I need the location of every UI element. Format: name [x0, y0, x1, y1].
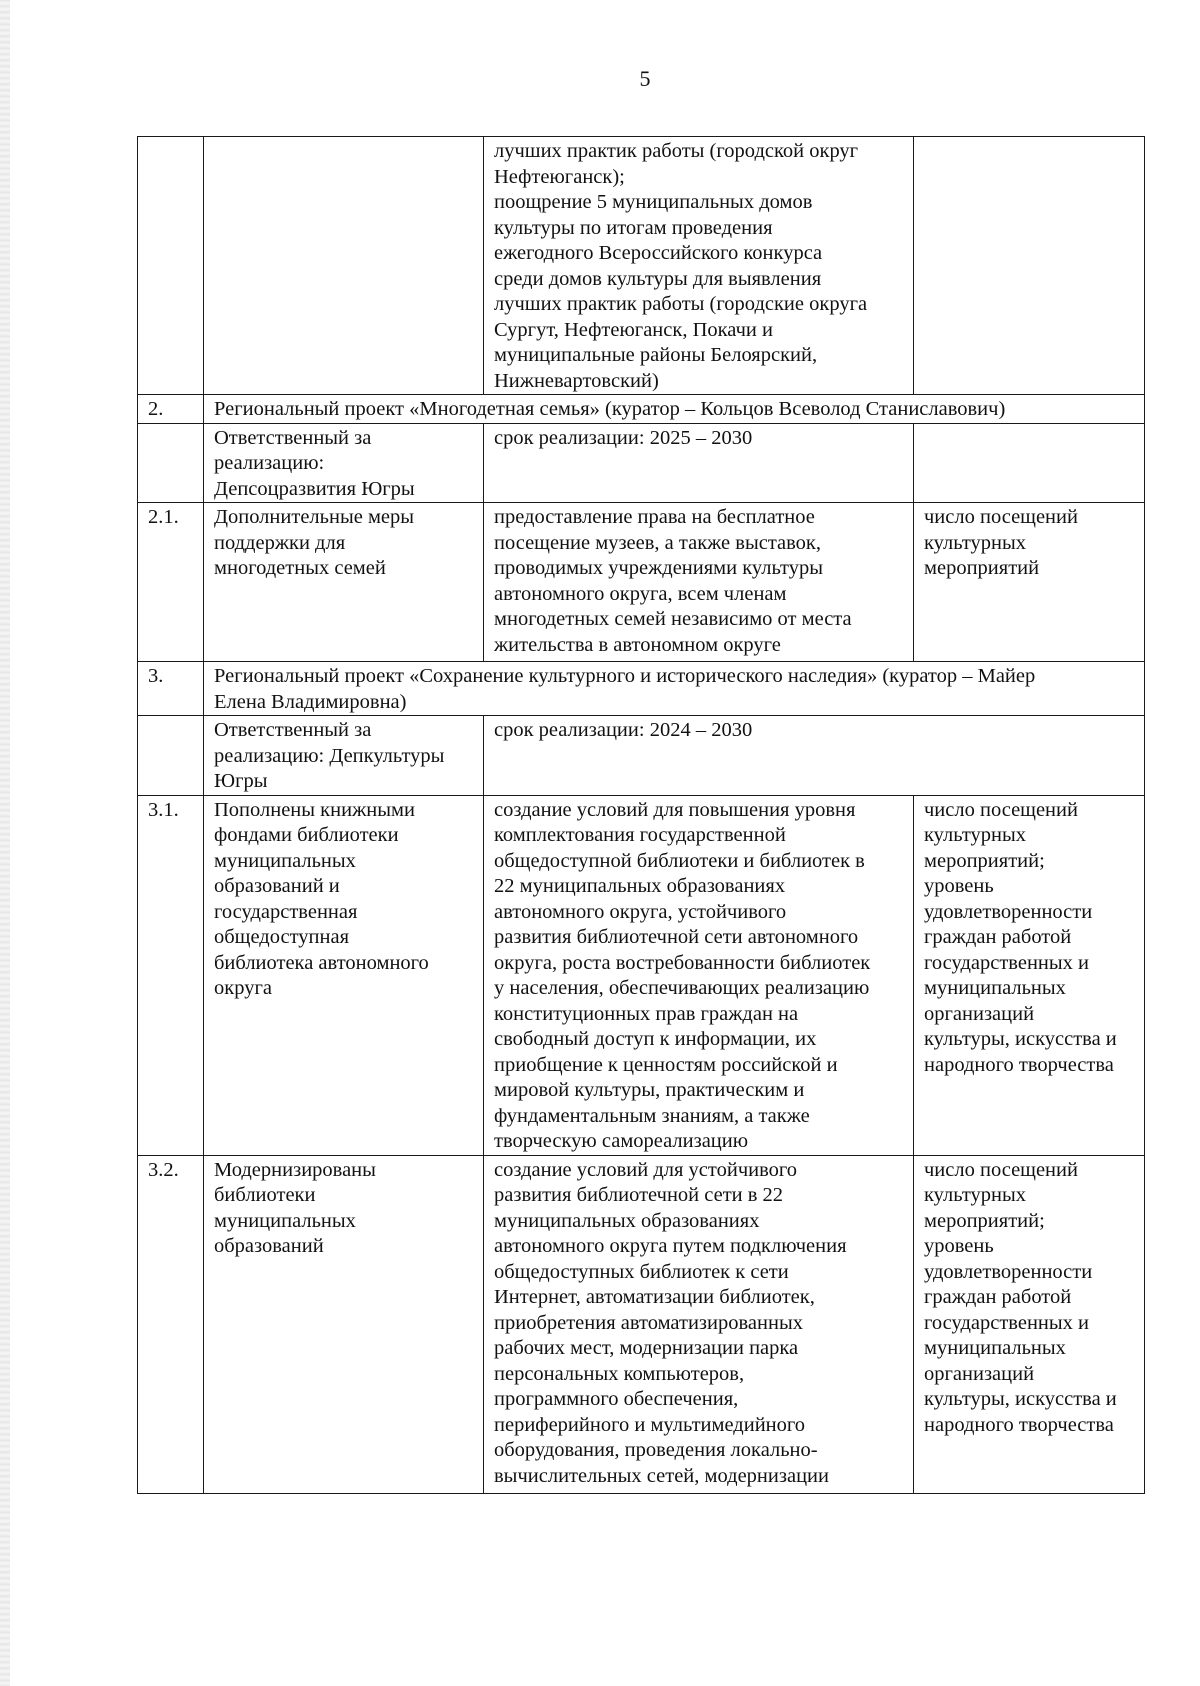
section-title-cell: Региональный проект «Многодетная семья» (куратор – Кольцов Всеволод Станиславович) — [204, 395, 1145, 424]
implementation-period-cell: срок реализации: 2024 – 2030 — [484, 716, 1145, 796]
task-description-cell: создание условий для устойчивого развития библиотечной сети в 22 муниципальных образованиях автономного округа путем подключения общедоступных библиотек к сети Интернет, автоматизации библиотек, приобретения автоматизированных рабочих мест, модернизации парка персональных компьютеров, программного обеспечения, периферийного и мультимедийного оборудования, проведения локально- вычислительных сетей, модернизации — [484, 1155, 914, 1493]
section-title-cell: Региональный проект «Сохранение культурного и исторического наследия» (куратор – Майер Елена Владимировна) — [204, 662, 1145, 716]
indicator-cell: число посещений культурных мероприятий; уровень удовлетворенности граждан работой государственных и муниципальных организаций культуры, искусства и народного творчества — [914, 795, 1145, 1155]
indicator-cell — [914, 137, 1145, 395]
section-number-cell: 2. — [138, 395, 204, 424]
task-description-cell: создание условий для повышения уровня комплектования государственной общедоступной библиотеки и библиотек в 22 муниципальных образованиях автономного округа, устойчивого развития библиотечной сети автономного округа, роста востребованности библиотек у населения, обеспечивающих реализацию конституционных прав граждан на свободный доступ к информации, их приобщение к ценностям российской и мировой культуры, практическим и фундаментальным знаниям, а также творческую самореализацию — [484, 795, 914, 1155]
page-number: 5 — [639, 66, 651, 91]
row-number-cell — [138, 423, 204, 503]
task-description-cell: лучших практик работы (городской округ Нефтеюганск); поощрение 5 муниципальных домов культуры по итогам проведения ежегодного Всероссийского конкурса среди домов культуры для выявления лучших практик работы (городские округа Сургут, Нефтеюганск, Покачи и муниципальные районы Белоярский, Нижневартовский) — [484, 137, 914, 395]
section-header-row — [138, 395, 1145, 424]
table-row-continuation — [138, 137, 1145, 395]
responsible-cell: Ответственный за реализацию: Депкультуры Югры — [204, 716, 484, 796]
responsible-row — [138, 423, 1145, 503]
task-name-cell — [204, 137, 484, 395]
table-row — [138, 503, 1145, 662]
row-number-cell: 3.1. — [138, 795, 204, 1155]
indicator-cell: число посещений культурных мероприятий; уровень удовлетворенности граждан работой государственных и муниципальных организаций культуры, искусства и народного творчества — [914, 1155, 1145, 1493]
task-description-cell: предоставление права на бесплатное посещение музеев, а также выставок, проводимых учреждениями культуры автономного округа, всем членам многодетных семей независимо от места жительства в автономном округе — [484, 503, 914, 662]
row-number-cell: 2.1. — [138, 503, 204, 662]
implementation-period-cell: срок реализации: 2025 – 2030 — [484, 423, 914, 503]
indicator-cell: число посещений культурных мероприятий — [914, 503, 1145, 662]
indicator-cell — [914, 423, 1145, 503]
section-header-row — [138, 662, 1145, 716]
responsible-row — [138, 716, 1145, 796]
task-name-cell: Модернизированы библиотеки муниципальных образований — [204, 1155, 484, 1493]
section-number-cell: 3. — [138, 662, 204, 716]
task-name-cell: Пополнены книжными фондами библиотеки муниципальных образований и государственная общедоступная библиотека автономного округа — [204, 795, 484, 1155]
row-number-cell — [138, 716, 204, 796]
row-number-cell: 3.2. — [138, 1155, 204, 1493]
row-number-cell — [138, 137, 204, 395]
table-row — [138, 795, 1145, 1155]
table-row — [138, 1155, 1145, 1493]
scan-edge — [0, 0, 10, 1686]
structural-elements-table — [137, 136, 1145, 1494]
task-name-cell: Дополнительные меры поддержки для многодетных семей — [204, 503, 484, 662]
responsible-cell: Ответственный за реализацию: Депсоцразвития Югры — [204, 423, 484, 503]
